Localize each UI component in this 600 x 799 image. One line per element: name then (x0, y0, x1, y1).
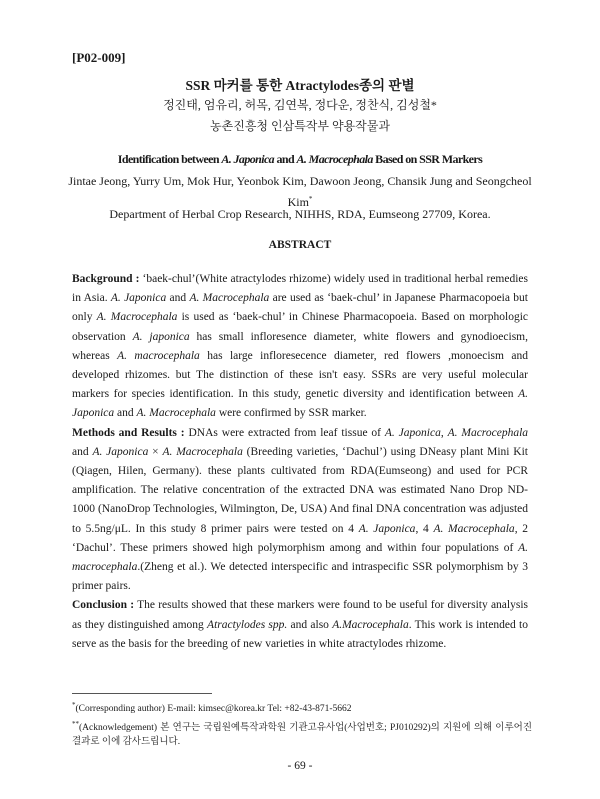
title-korean: SSR 마커를 통한 Atractylodes종의 판별 (185, 78, 415, 93)
footnote-divider (72, 693, 212, 694)
title-english: Identification between A. Japonica and A. Macrocephala Based on SSR Markers (117, 152, 483, 166)
abstract-heading: ABSTRACT (268, 239, 332, 251)
footnote-ack-mark: ** (72, 719, 79, 728)
footnote-corresponding-text: (Corresponding author) E-mail: kimsec@korea.kr Tel: +82-43-871-5662 (75, 704, 352, 715)
poster-code: [P02-009] (72, 50, 126, 65)
conclusion-paragraph (72, 596, 528, 654)
authors-korean: 정진태, 엄유리, 허목, 김연복, 정다운, 정찬식, 김성철* (163, 98, 437, 112)
background-paragraph (72, 270, 528, 424)
footnote-acknowledgement (72, 717, 532, 750)
authors-english (62, 172, 538, 211)
conclusion-text: The results showed that these markers were found to be useful for diversity analysis as they distinguished among Atractylodes spp. and also A.Macrocephala. This work is intended to serve as the basis for the breeding of new varieties in white atractylodes rhizome. (72, 599, 529, 650)
footnote-corresponding (72, 698, 532, 717)
affiliation-english: Department of Herbal Crop Research, NIHHS, RDA, Eumseong 27709, Korea. (109, 207, 491, 221)
conclusion-label: Conclusion : (72, 599, 135, 612)
footnote-ack-text: (Acknowledgement) 본 연구는 국립원예특작과학원 기관고유사업(사업번호; PJ010292)의 지원에 의해 이루어진 결과로 이에 감사드립니다. (72, 722, 532, 748)
corresponding-mark: * (308, 195, 313, 203)
methods-paragraph (72, 424, 528, 597)
background-text: ‘baek-chul’(White atractylodes rhizome) widely used in traditional herbal remedies in Asia. A. Japonica and A. Macrocephala are used as ‘baek-chul’ in Japanese Pharmacopoeia but only A. Macrocephala is used as ‘baek-chul’ in Chinese Pharmacopoeia. Based on morphologic observation A. japonica has small infloresence diameter, white flowers and gynodioecism, whereas A. macrocephala has large infloresecence diameter, red flowers ,monoecism and developed rhizomes. but The distinction of these isn't easy. SSRs are very useful molecular markers for species identification. In this study, genetic diversity and identification between A. Japonica and A. Macrocephala were confirmed by SSR marker. (72, 273, 529, 420)
page-number: - 69 - (287, 760, 313, 772)
footnotes (72, 698, 532, 750)
affiliation-korean: 농촌진흥청 인삼특작부 약용작물과 (210, 119, 390, 133)
authors-english-names: Jintae Jeong, Yurry Um, Mok Hur, Yeonbok Kim, Dawoon Jeong, Chansik Jung and Seongcheol Kim (68, 174, 532, 209)
abstract-body (72, 270, 528, 654)
methods-text: DNAs were extracted from leaf tissue of A. Japonica, A. Macrocephala and A. Japonica × A. Macrocephala (Breeding varieties, ‘Dachul’) using DNeasy plant Mini Kit (Qiagen, Hilen, Germany). these plants cultivated from RDA(Eumseong) and used for PCR amplification. The relative concentration of the extracted DNA was estimated Nano Drop ND-1000 (NanoDrop Technologies, Wilmington, De, USA) And final DNA concentration was adjusted to 5.5ng/μL. In this study 8 primer pairs were tested on 4 A. Japonica, 4 A. Macrocephala, 2 ‘Dachul’. These primers showed high polymorphism among and within four populations of A. macrocephala.(Zheng et al.). We detected interspecific and intraspecific SSR polymorphism by 3 primer pairs. (72, 426, 529, 593)
footnote-corresponding-mark: * (72, 701, 76, 709)
background-label: Background : (72, 273, 140, 285)
methods-label: Methods and Results : (72, 426, 185, 439)
